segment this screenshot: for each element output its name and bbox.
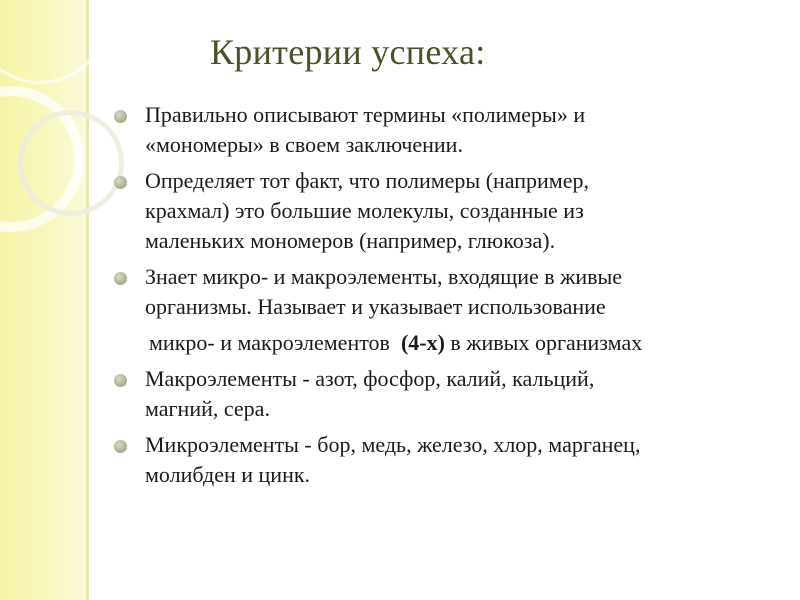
continuation-line — [114, 328, 794, 358]
bullet-icon — [114, 176, 127, 189]
item-line: Определяет тот факт, что полимеры (например, — [145, 168, 589, 193]
continuation-text-end: в живых организмах — [444, 330, 643, 355]
item-line: организмы. Называет и указывает использование — [145, 294, 606, 319]
item-line: Правильно описывают термины «полимеры» и — [145, 102, 586, 127]
bullet-icon — [114, 110, 127, 123]
list-item — [114, 430, 794, 490]
item-line: крахмал) это большие молекулы, созданные из — [145, 198, 584, 223]
item-line: магний, сера. — [145, 396, 270, 421]
bullet-icon — [114, 440, 127, 453]
continuation-text: микро- и макроэлементов — [149, 330, 401, 355]
list-item — [114, 166, 794, 256]
side-band-edge — [86, 0, 89, 600]
list-item — [114, 364, 794, 424]
list-item — [114, 262, 794, 322]
criteria-list — [114, 100, 794, 496]
bullet-icon — [114, 272, 127, 285]
bullet-icon — [114, 374, 127, 387]
list-item — [114, 100, 794, 160]
continuation-bold: (4-х) — [400, 330, 445, 355]
item-line: Знает микро- и макроэлементы, входящие в живые — [145, 264, 623, 289]
decorative-ring — [18, 110, 124, 216]
item-line: молибден и цинк. — [145, 462, 311, 487]
decorative-ring — [0, 0, 108, 84]
item-line: Макроэлементы - азот, фосфор, калий, кальций, — [145, 366, 595, 391]
slide-title: Критерии успеха: — [210, 32, 486, 72]
item-line: «мономеры» в своем заключении. — [145, 132, 463, 157]
item-line: Микроэлементы - бор, медь, железо, хлор, марганец, — [145, 432, 641, 457]
item-line: маленьких мономеров (например, глюкоза). — [145, 228, 556, 253]
